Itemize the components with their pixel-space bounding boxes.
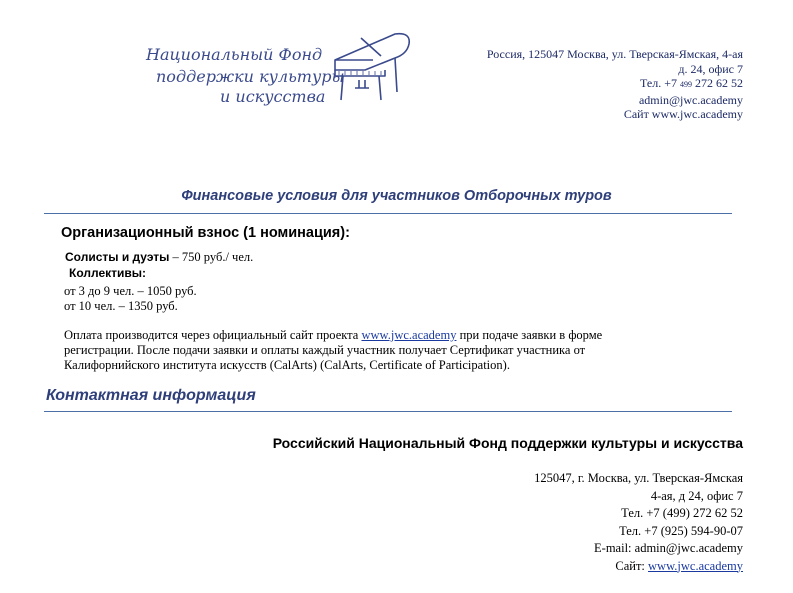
soloists-label: Солисты и дуэты [65,250,170,264]
payment-line-1 [64,328,754,343]
contacts-divider [44,411,732,412]
fee-heading: Организационный взнос (1 номинация): [61,225,350,241]
contacts-heading: Контактная информация [46,387,256,404]
contact-address-2: 4-ая, д 24, офис 7 [650,488,743,503]
logo-line-1: Национальный Фонд [146,45,323,64]
contact-details [534,470,743,575]
project-site-link[interactable]: www.jwc.academy [361,328,457,342]
organization-name: Российский Национальный Фонд поддержки культуры и искусства [272,435,743,451]
soloists-row [65,250,253,265]
phone-prefix: Тел. +7 [640,76,677,90]
contact-phone-1: Тел. +7 (499) 272 62 52 [621,506,743,520]
contact-email: E-mail: admin@jwc.academy [594,541,743,555]
phone-number: 272 62 52 [695,76,743,90]
contact-site [534,558,743,576]
header-email: admin@jwc.academy [638,92,743,107]
payment-line-3: Калифорнийского института искусств (CalArts) (CalArts, Certificate of Participation). [64,358,510,372]
payment-line-2: регистрации. После подачи заявки и оплаты каждый участник получает Сертификат участника от [64,343,586,357]
logo-line-3: и искусства [220,87,326,106]
collective-tier-2: от 10 чел. – 1350 руб. [64,299,178,313]
finance-heading: Финансовые условия для участников Отборочных туров [181,188,612,204]
contact-phone-2: Тел. +7 (925) 594-90-07 [619,523,743,538]
header-site: Сайт www.jwc.academy [623,107,743,121]
payment-paragraph [64,328,754,373]
collective-tier-1: от 3 до 9 чел. – 1050 руб. [64,284,197,298]
phone-code: 499 [680,80,692,89]
payment-text-after: при подаче заявки в форме [456,328,603,342]
contact-site-link[interactable]: www.jwc.academy [648,558,743,573]
finance-divider [44,213,732,214]
address-line-1: Россия, 125047 Москва, ул. Тверская-Ямская, 4-ая [486,47,743,61]
address-line-2: д. 24, офис 7 [678,61,743,76]
contact-site-label: Сайт: [615,558,649,573]
logo-line-2: поддержки культуры [156,67,345,86]
soloists-value: – 750 руб./ чел. [169,250,254,264]
grand-piano-icon [325,30,415,105]
header-phone [487,76,743,93]
foundation-logo [140,30,430,110]
header-address [487,47,743,122]
payment-text-before: Оплата производится через официальный сайт проекта [64,328,362,342]
contact-address-1: 125047, г. Москва, ул. Тверская-Ямская [534,471,743,485]
collectives-label: Коллективы: [69,266,146,280]
